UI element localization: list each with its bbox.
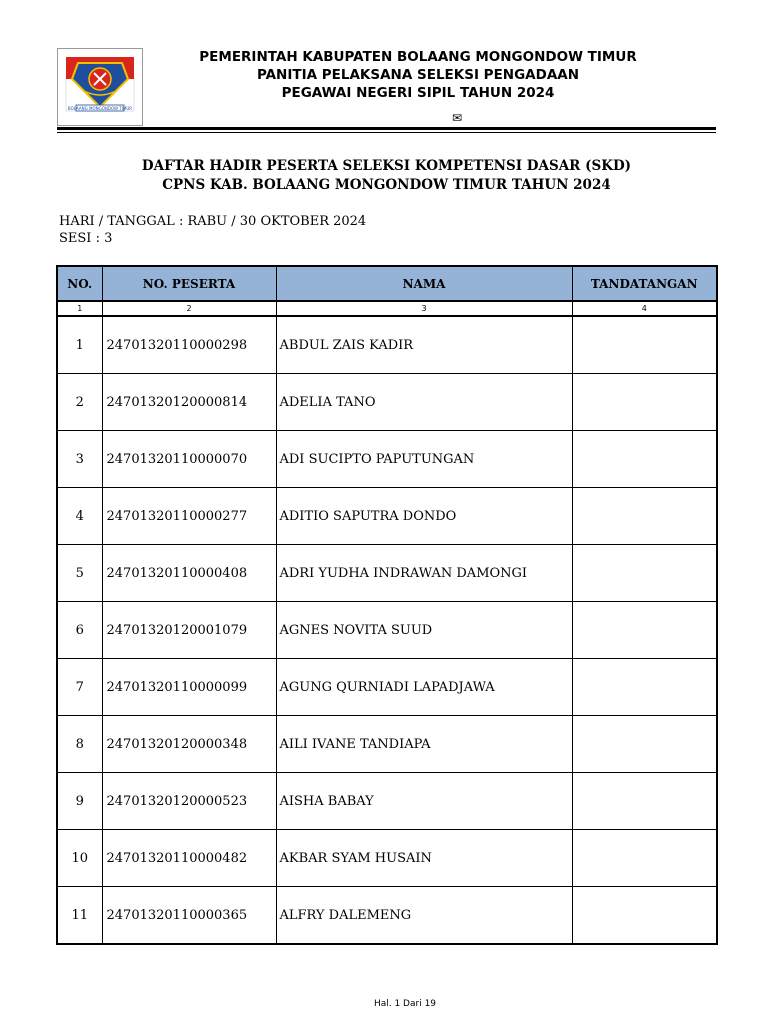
signature-cell: [572, 659, 717, 716]
table-row: [57, 887, 717, 945]
header-line-2: PANITIA PELAKSANA SELEKSI PENGADAAN: [256, 67, 580, 83]
participant-number: 24701320110000482: [102, 830, 276, 887]
header-no: NO.: [57, 266, 102, 301]
row-number: 3: [57, 431, 102, 488]
participant-name: ADITIO SAPUTRA DONDO: [276, 488, 572, 545]
signature-cell: [572, 773, 717, 830]
signature-cell: [572, 887, 717, 945]
session-line: SESI : 3: [59, 231, 113, 246]
row-number: 7: [57, 659, 102, 716]
index-cell: 1: [57, 301, 102, 316]
index-cell: 3: [276, 301, 572, 316]
table-row: [57, 374, 717, 431]
row-number: 4: [57, 488, 102, 545]
row-number: 8: [57, 716, 102, 773]
row-number: 1: [57, 316, 102, 374]
signature-cell: [572, 716, 717, 773]
signature-cell: [572, 431, 717, 488]
table-header-row: [57, 266, 717, 301]
participant-number: 24701320110000277: [102, 488, 276, 545]
participant-name: AISHA BABAY: [276, 773, 572, 830]
table-row: [57, 431, 717, 488]
participant-name: AGUNG QURNIADI LAPADJAWA: [276, 659, 572, 716]
regency-logo: [57, 48, 143, 126]
date-line: HARI / TANGGAL : RABU / 30 OKTOBER 2024: [59, 214, 367, 229]
signature-cell: [572, 488, 717, 545]
header-line-1: PEMERINTAH KABUPATEN BOLAANG MONGONDOW TIMUR: [199, 49, 637, 65]
page-number: Hal. 1 Dari 19: [373, 999, 437, 1009]
mail-icon: ✉: [452, 111, 463, 125]
participant-name: ABDUL ZAIS KADIR: [276, 316, 572, 374]
participant-number: 24701320110000298: [102, 316, 276, 374]
table-index-row: [57, 301, 717, 316]
row-number: 9: [57, 773, 102, 830]
row-number: 2: [57, 374, 102, 431]
participant-name: AILI IVANE TANDIAPA: [276, 716, 572, 773]
header-divider-thick: [57, 127, 716, 130]
table-row: [57, 488, 717, 545]
table-row: [57, 602, 717, 659]
logo-caption: BOLAANG MONGONDOW TIMUR: [67, 106, 133, 111]
index-cell: 2: [102, 301, 276, 316]
participant-number: 24701320110000365: [102, 887, 276, 945]
participant-number: 24701320120000814: [102, 374, 276, 431]
participant-number: 24701320110000408: [102, 545, 276, 602]
participant-number: 24701320120001079: [102, 602, 276, 659]
table-row: [57, 716, 717, 773]
session-info: [59, 213, 366, 247]
table-row: [57, 830, 717, 887]
participant-name: ADRI YUDHA INDRAWAN DAMONGI: [276, 545, 572, 602]
participant-name: ADI SUCIPTO PAPUTUNGAN: [276, 431, 572, 488]
signature-cell: [572, 316, 717, 374]
attendance-table: [56, 265, 718, 945]
participant-number: 24701320110000070: [102, 431, 276, 488]
row-number: 11: [57, 887, 102, 945]
government-header: [140, 48, 696, 102]
row-number: 5: [57, 545, 102, 602]
header-no-peserta: NO. PESERTA: [102, 266, 276, 301]
header-tandatangan: TANDATANGAN: [572, 266, 717, 301]
row-number: 10: [57, 830, 102, 887]
signature-cell: [572, 545, 717, 602]
document-title: [57, 157, 716, 195]
table-row: [57, 545, 717, 602]
table-row: [57, 659, 717, 716]
header-divider-thin: [57, 132, 716, 133]
signature-cell: [572, 374, 717, 431]
participant-number: 24701320120000523: [102, 773, 276, 830]
header-line-3: PEGAWAI NEGERI SIPIL TAHUN 2024: [281, 85, 555, 101]
participant-name: AGNES NOVITA SUUD: [276, 602, 572, 659]
table-row: [57, 316, 717, 374]
participant-name: ALFRY DALEMENG: [276, 887, 572, 945]
participant-number: 24701320120000348: [102, 716, 276, 773]
participant-name: ADELIA TANO: [276, 374, 572, 431]
title-line-1: DAFTAR HADIR PESERTA SELEKSI KOMPETENSI DASAR (SKD): [141, 158, 632, 174]
row-number: 6: [57, 602, 102, 659]
header-nama: NAMA: [276, 266, 572, 301]
participant-number: 24701320110000099: [102, 659, 276, 716]
index-cell: 4: [572, 301, 717, 316]
participant-name: AKBAR SYAM HUSAIN: [276, 830, 572, 887]
signature-cell: [572, 830, 717, 887]
signature-cell: [572, 602, 717, 659]
title-line-2: CPNS KAB. BOLAANG MONGONDOW TIMUR TAHUN 2024: [162, 177, 611, 193]
table-row: [57, 773, 717, 830]
